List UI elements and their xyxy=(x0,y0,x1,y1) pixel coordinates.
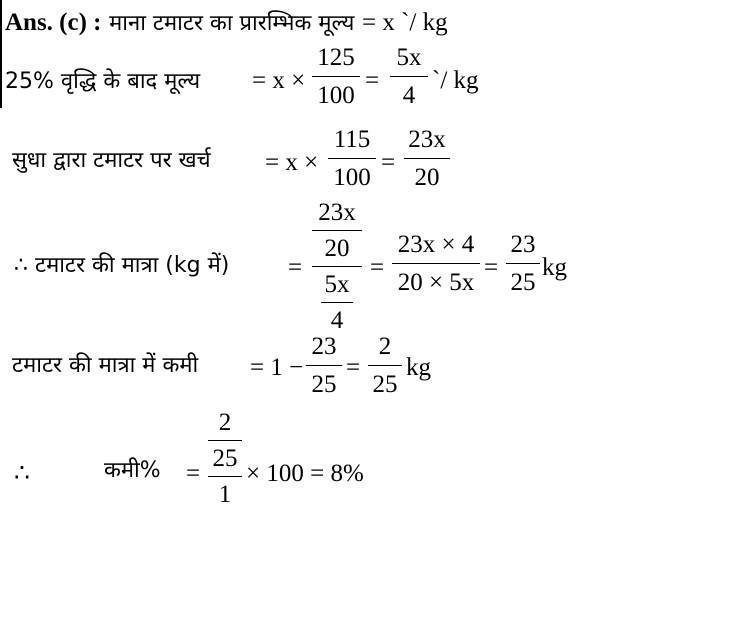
fraction-numerator: 23x × 4 xyxy=(397,231,475,258)
line-5-text: टमाटर की मात्रा में कमी xyxy=(12,353,199,378)
inner-numerator: 23x xyxy=(318,199,356,226)
fraction-denominator: 25 xyxy=(368,365,402,397)
fraction-numerator: 5x xyxy=(396,44,422,71)
fraction-denominator: 25 xyxy=(306,365,342,397)
fraction-denominator: 100 xyxy=(328,158,376,190)
line-4-eq: = xyxy=(288,254,303,281)
therefore-symbol: ∴ xyxy=(14,460,30,487)
line-4-unit: kg xyxy=(542,254,567,281)
line-4-text: ∴ टमाटर की मात्रा (kg में) xyxy=(14,253,230,278)
line-3-eq: = x × xyxy=(265,149,319,176)
line-3-fraction-1 xyxy=(328,127,376,190)
line-2 xyxy=(5,68,200,93)
line-5-eq2: = xyxy=(346,354,361,381)
line-2-eq2: = xyxy=(365,67,380,94)
line-6-complex-fraction xyxy=(208,410,242,507)
line-1-text: माना टमाटर का प्रारम्भिक मूल्य xyxy=(109,11,355,36)
inner-denominator: 25 xyxy=(208,440,242,471)
inner-denominator: 20 xyxy=(312,230,362,261)
answer-label: Ans. (c) : xyxy=(5,9,102,36)
line-1 xyxy=(5,10,448,35)
line-5-unit: kg xyxy=(406,354,431,381)
line-6-eq: = xyxy=(186,460,201,487)
line-4-complex-fraction xyxy=(312,200,362,333)
inner-denominator: 4 xyxy=(321,302,353,333)
fraction-denominator: 25 xyxy=(506,263,540,295)
line-5-fraction-2 xyxy=(368,334,402,397)
line-3-fraction-2 xyxy=(404,127,450,190)
fraction-numerator: 2 xyxy=(378,333,392,360)
fraction-numerator: 115 xyxy=(333,126,371,153)
line-2-text: 25% वृद्धि के बाद मूल्य xyxy=(5,69,201,94)
outer-denominator: 1 xyxy=(208,476,242,507)
inner-numerator: 5x xyxy=(324,271,350,298)
line-2-fraction-1 xyxy=(312,45,360,108)
line-1-expr: = x `/ kg xyxy=(362,9,448,36)
line-5-eq: = 1 − xyxy=(250,354,304,381)
fraction-numerator: 23x xyxy=(408,126,446,153)
line-5-fraction-1 xyxy=(306,334,342,397)
line-2-fraction-2 xyxy=(390,45,428,108)
line-2-unit: `/ kg xyxy=(432,67,479,94)
fraction-numerator: 125 xyxy=(317,44,355,71)
inner-numerator: 2 xyxy=(218,409,232,436)
line-3-eq2: = xyxy=(381,149,396,176)
line-2-eq: = x × xyxy=(252,67,306,94)
left-border-line xyxy=(0,0,2,108)
fraction-denominator: 20 xyxy=(404,158,450,190)
line-4-fraction-3 xyxy=(506,232,540,295)
line-6-text: कमी% xyxy=(104,458,161,483)
fraction-numerator: 23 xyxy=(510,231,536,258)
line-4-fraction-2 xyxy=(392,232,480,295)
fraction-numerator: 23 xyxy=(311,333,337,360)
fraction-denominator: 100 xyxy=(312,76,360,108)
fraction-denominator: 20 × 5x xyxy=(392,263,480,295)
line-4-eq2: = xyxy=(370,254,385,281)
line-6-tail: × 100 = 8% xyxy=(246,460,364,487)
line-3-text: सुधा द्वारा टमाटर पर खर्च xyxy=(12,148,211,173)
fraction-denominator: 4 xyxy=(390,76,428,108)
line-4-eq3: = xyxy=(484,254,499,281)
